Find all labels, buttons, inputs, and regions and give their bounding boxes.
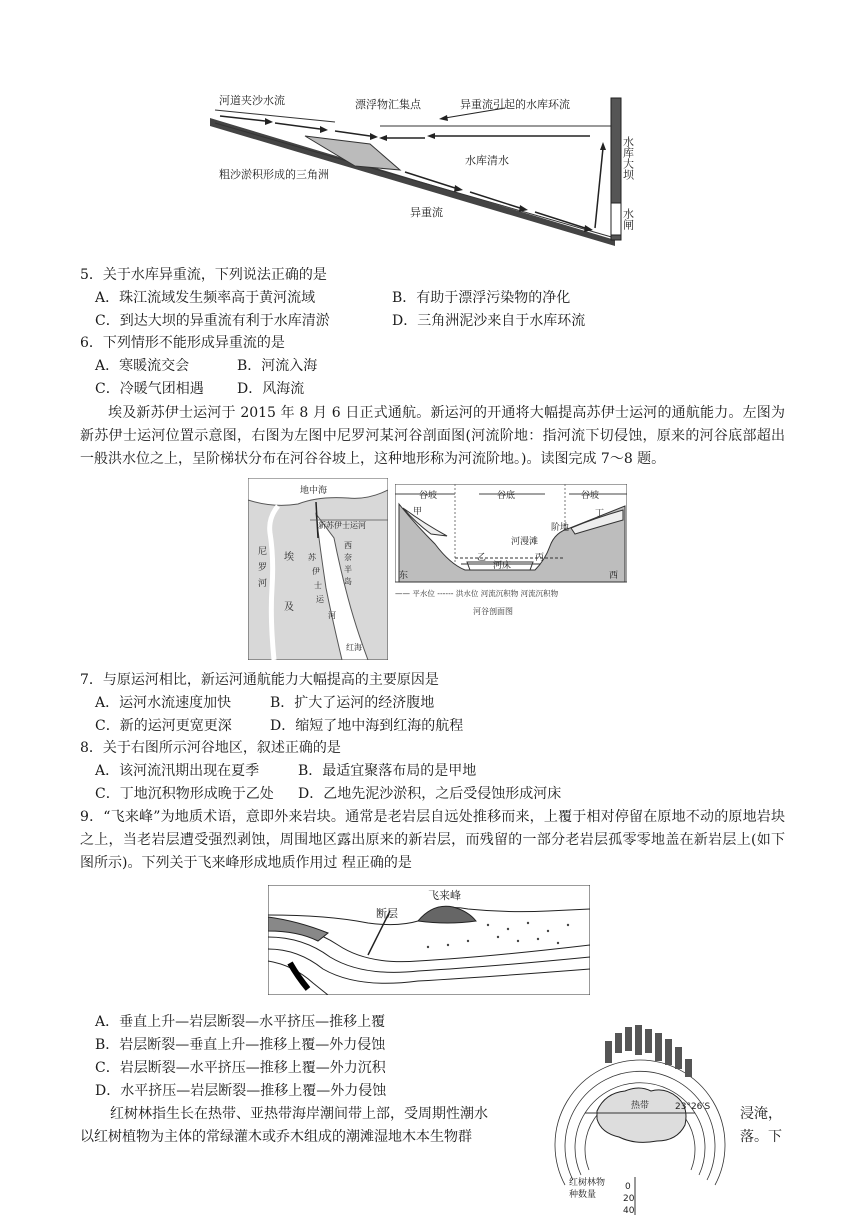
q9-option-b: B．岩层断裂—垂直上升—推移上覆—外力侵蚀 [95, 1037, 386, 1053]
svg-text:罗: 罗 [258, 563, 268, 573]
label-float-point: 漂浮物汇集点 [355, 98, 421, 111]
svg-text:半: 半 [344, 565, 352, 574]
klippe-geology-diagram [268, 885, 590, 995]
svg-text:及: 及 [284, 602, 294, 613]
q5-option-a: A．珠江流域发生频率高于黄河流域 [95, 290, 316, 306]
svg-text:士: 士 [314, 581, 322, 590]
profile-label-floodplain: 河漫滩 [511, 537, 539, 547]
map-label-mediterranean: 地中海 [300, 486, 328, 496]
profile-label-riverbed: 河床 [493, 561, 512, 571]
profile-caption: 河谷剖面图 [473, 607, 513, 616]
radial-count-label-1: 红树林物 [569, 1178, 606, 1188]
q8-stem: 8．关于右图所示河谷地区，叙述正确的是 [80, 740, 341, 756]
svg-text:运: 运 [316, 595, 324, 604]
svg-text:苏: 苏 [308, 553, 316, 562]
map-label-nile [258, 546, 267, 589]
label-delta: 粗沙淤积形成的三角洲 [219, 168, 329, 181]
profile-label-west: 西 [609, 571, 619, 581]
svg-text:河: 河 [328, 611, 336, 620]
svg-text:岛: 岛 [344, 577, 352, 586]
radial-count-label-2: 种数量 [569, 1190, 597, 1200]
svg-text:西: 西 [344, 541, 352, 550]
q6-option-a: A．寒暖流交会 [95, 358, 190, 374]
klippe-label-peak: 飞来峰 [428, 889, 461, 902]
q6-option-c: C．冷暖气团相遇 [95, 381, 204, 397]
label-gate: 水闸 [621, 208, 635, 230]
q8-option-d: D．乙地先泥沙淤积，之后受侵蚀形成河床 [298, 786, 562, 802]
profile-label-east: 东 [399, 571, 409, 581]
q9-option-a: A．垂直上升—岩层断裂—水平挤压—推移上覆 [95, 1014, 386, 1030]
suez-canal-location-map [248, 478, 388, 660]
q9-option-d: D．水平挤压—岩层断裂—推移上覆—外力侵蚀 [95, 1083, 387, 1099]
q5-option-d: D．三角洲泥沙来自于水库环流 [392, 313, 586, 329]
profile-slope-left: 谷坡 [419, 491, 438, 501]
map-label-red-sea: 红海 [346, 643, 362, 652]
q8-option-b: B．最适宜聚落布局的是甲地 [298, 763, 477, 779]
label-sediment-flow: 河道夹沙水流 [219, 94, 285, 107]
q6-option-d: D．风海流 [237, 381, 305, 397]
river-valley-profile [395, 484, 627, 624]
svg-text:伊: 伊 [312, 567, 320, 576]
radial-label-tropic: 热带 [631, 1101, 650, 1111]
q8-option-a: A．该河流汛期出现在夏季 [95, 763, 260, 779]
q6-stem: 6．下列情形不能形成异重流的是 [80, 335, 285, 351]
q7-stem: 7．与原运河相比，新运河通航能力大幅提高的主要原因是 [80, 672, 439, 688]
map-label-new-canal: 新苏伊士运河 [318, 521, 366, 530]
q7-option-c: C．新的运河更宽更深 [95, 718, 232, 734]
profile-slope-right: 谷坡 [581, 491, 600, 501]
profile-label-terrace: 阶地 [551, 523, 570, 533]
radial-tick-40: 40 [623, 1206, 635, 1215]
intro-paragraph-7-8: 埃及新苏伊士运河于 2015 年 8 月 6 日正式通航。新运河的开通将大幅提高苏伊士运河的通航能力。左图为新苏伊士运河位置示意图，右图为左图中尼罗河某河谷剖面图(河流阶地：指河流下切侵蚀，原来的河谷底部超出一般洪水位之上，呈阶梯状分布在河谷谷坡上，这种地形称为河流阶地。)。读图完成 7～8 题。 [80, 405, 785, 467]
label-circulation: 异重流引起的水库环流 [460, 98, 570, 111]
q8-option-c: C．丁地沉积物形成晚于乙处 [95, 786, 274, 802]
mangrove-species-radial-chart [545, 995, 735, 1215]
q5-option-b: B．有助于漂浮污染物的净化 [392, 290, 571, 306]
svg-text:奈: 奈 [344, 553, 352, 562]
label-density-current: 异重流 [410, 206, 443, 219]
label-dam: 水库大坝 [621, 136, 635, 180]
q6-option-b: B．河流入海 [237, 358, 318, 374]
svg-text:埃: 埃 [284, 552, 294, 563]
radial-tick-0: 0 [625, 1182, 631, 1192]
reservoir-density-current-diagram [205, 88, 645, 248]
radial-tick-20: 20 [623, 1194, 635, 1204]
profile-label-jia: 甲 [413, 507, 423, 517]
profile-valley-floor: 谷底 [497, 491, 516, 501]
q7-option-a: A．运河水流速度加快 [95, 695, 232, 711]
q7-option-b: B．扩大了运河的经济腹地 [270, 695, 435, 711]
profile-label-ding: 丁 [595, 509, 605, 519]
svg-text:尼: 尼 [258, 547, 268, 557]
label-clear-water: 水库清水 [465, 154, 509, 167]
svg-text:河: 河 [258, 579, 268, 589]
mangrove-line-1-left: 红树林指生长在热带、亚热带海岸潮间带上部，受周期性潮水 [110, 1106, 488, 1122]
q5-option-c: C．到达大坝的异重流有利于水库清淤 [95, 313, 330, 329]
klippe-label-fault: 断层 [376, 907, 398, 920]
q9-stem: 9．“飞来峰”为地质术语，意即外来岩块。通常是老岩层自远处推移而来，上覆于相对停留在原地不动的原地岩块之上，当老岩层遭受强烈剥蚀，周围地区露出原来的新岩层，而残留的一部分老岩层孤零零地盖在新岩层上(如下图所示)。下列关于飞来峰形成地质作用过 程正确的是 [80, 809, 785, 871]
profile-legend: —— 平水位 ------ 洪水位 河流沉积物 河流沉积物 [395, 589, 559, 598]
mangrove-line-1-right: 浸淹， [740, 1106, 782, 1122]
profile-label-bing: 丙 [535, 553, 545, 563]
mangrove-line-2-right: 落。下 [740, 1129, 782, 1145]
radial-label-latitude: 23°26′S [675, 1102, 711, 1112]
q7-option-d: D．缩短了地中海到红海的航程 [270, 718, 464, 734]
mangrove-line-2-left: 以红树植物为主体的常绿灌木或乔木组成的潮滩湿地木本生物群 [80, 1129, 472, 1145]
q5-stem: 5．关于水库异重流，下列说法正确的是 [80, 267, 327, 283]
q9-option-c: C．岩层断裂—水平挤压—推移上覆—外力沉积 [95, 1060, 386, 1076]
profile-label-yi: 乙 [477, 553, 487, 563]
